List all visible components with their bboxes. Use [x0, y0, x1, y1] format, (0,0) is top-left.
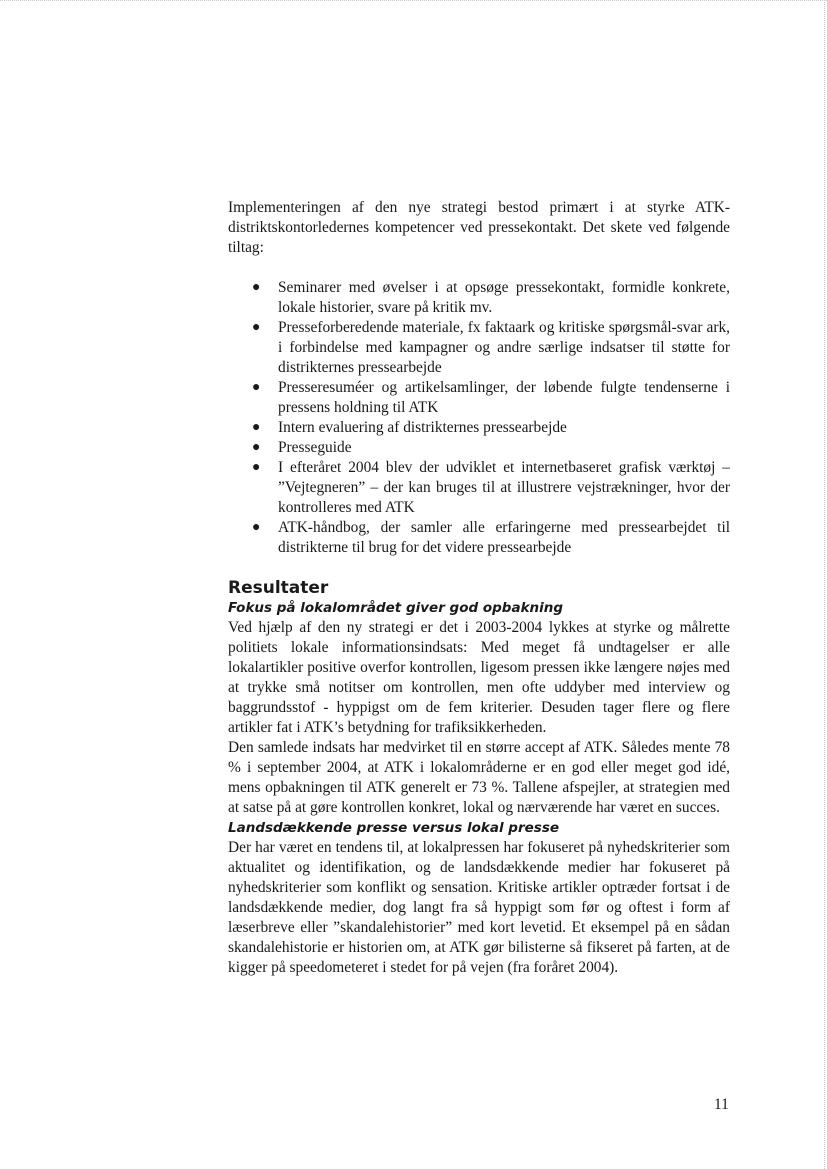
- list-item-text: I efteråret 2004 blev der udviklet et internetbaseret grafisk værktøj – ”Vejtegneren” – der kan bruges til at illustrere vejstrækninger, hvor der kontrolleres med ATK: [278, 459, 730, 516]
- list-item: [228, 418, 730, 438]
- body-paragraph: Ved hjælp af den ny strategi er det i 2003-2004 lykkes at styrke og målrette politiets lokale informationsindsats: Med meget få undtagelser er alle lokalartikler positive overfor kontrollen, ligesom pressen ikke længere nøjes med at trykke små notitser om kontrollen, men ofte uddyber med interview og baggrundsstof - hyppigst om de fem kriterier. Desuden tager flere og flere artikler fat i ATK’s betydning for trafiksikkerheden.: [228, 619, 730, 736]
- page-number: 11: [714, 1096, 729, 1113]
- bullet-icon: ●: [252, 280, 261, 295]
- list-item: [228, 378, 730, 418]
- list-item: [228, 278, 730, 318]
- body-paragraph: Der har været en tendens til, at lokalpressen har fokuseret på nyhedskriterier som aktualitet og identifikation, og de landsdækkende medier har fokuseret på nyhedskriterier som konflikt og sensation. Kritiske artikler optræder fortsat i de landsdækkende medier, dog langt fra så hyppigt som før og oftest i form af læserbreve eller ”skandalehistorier” med kort levetid. Et eksempel på en sådan skandalehistorie er historien om, at ATK gør bilisterne så fikseret på farten, at de kigger på speedometeret i stedet for på vejen (fra foråret 2004).: [228, 839, 730, 976]
- subsection-heading: Fokus på lokalområdet giver god opbakning: [228, 600, 564, 616]
- list-item: [228, 458, 730, 518]
- list-item-text: Presseresuméer og artikelsamlinger, der løbende fulgte tendenserne i pressens holdning til ATK: [278, 379, 730, 416]
- bullet-icon: ●: [252, 520, 261, 535]
- measures-list: [228, 278, 730, 558]
- list-item-text: Intern evaluering af distrikternes pressearbejde: [278, 419, 567, 436]
- intro-paragraph: Implementeringen af den nye strategi bestod primært i at styrke ATK-distriktskontorledernes kompetencer ved pressekontakt. Det skete ved følgende tiltag:: [228, 199, 730, 256]
- list-item: [228, 438, 730, 458]
- page-body: [228, 198, 730, 978]
- body-paragraph: Den samlede indsats har medvirket til en større accept af ATK. Således mente 78 % i september 2004, at ATK i lokalområderne er en god eller meget god idé, mens opbakningen til ATK generelt er 73 %. Tallene afspejler, at strategien med at satse på at gøre kontrollen konkret, lokal og nærværende har været en succes.: [228, 739, 730, 816]
- scan-edge-top: [0, 0, 827, 5]
- section-heading: Resultater: [228, 578, 329, 598]
- list-item: [228, 318, 730, 378]
- bullet-icon: ●: [252, 420, 261, 435]
- list-item-text: ATK-håndbog, der samler alle erfaringerne med pressearbejdet til distrikterne til brug for det videre pressearbejde: [278, 519, 730, 556]
- subsection-heading: Landsdækkende presse versus lokal presse: [228, 820, 560, 836]
- scan-edge-right: [823, 0, 825, 1169]
- list-item: [228, 518, 730, 558]
- bullet-icon: ●: [252, 380, 261, 395]
- list-item-text: Seminarer med øvelser i at opsøge pressekontakt, formidle konkrete, lokale historier, svare på kritik mv.: [278, 279, 730, 316]
- bullet-icon: ●: [252, 320, 261, 335]
- bullet-icon: ●: [252, 440, 261, 455]
- list-item-text: Presseforberedende materiale, fx faktaark og kritiske spørgsmål-svar ark, i forbindelse med kampagner og andre særlige indsatser til støtte for distrikternes pressearbejde: [278, 319, 730, 376]
- list-item-text: Presseguide: [278, 439, 352, 456]
- bullet-icon: ●: [252, 460, 261, 475]
